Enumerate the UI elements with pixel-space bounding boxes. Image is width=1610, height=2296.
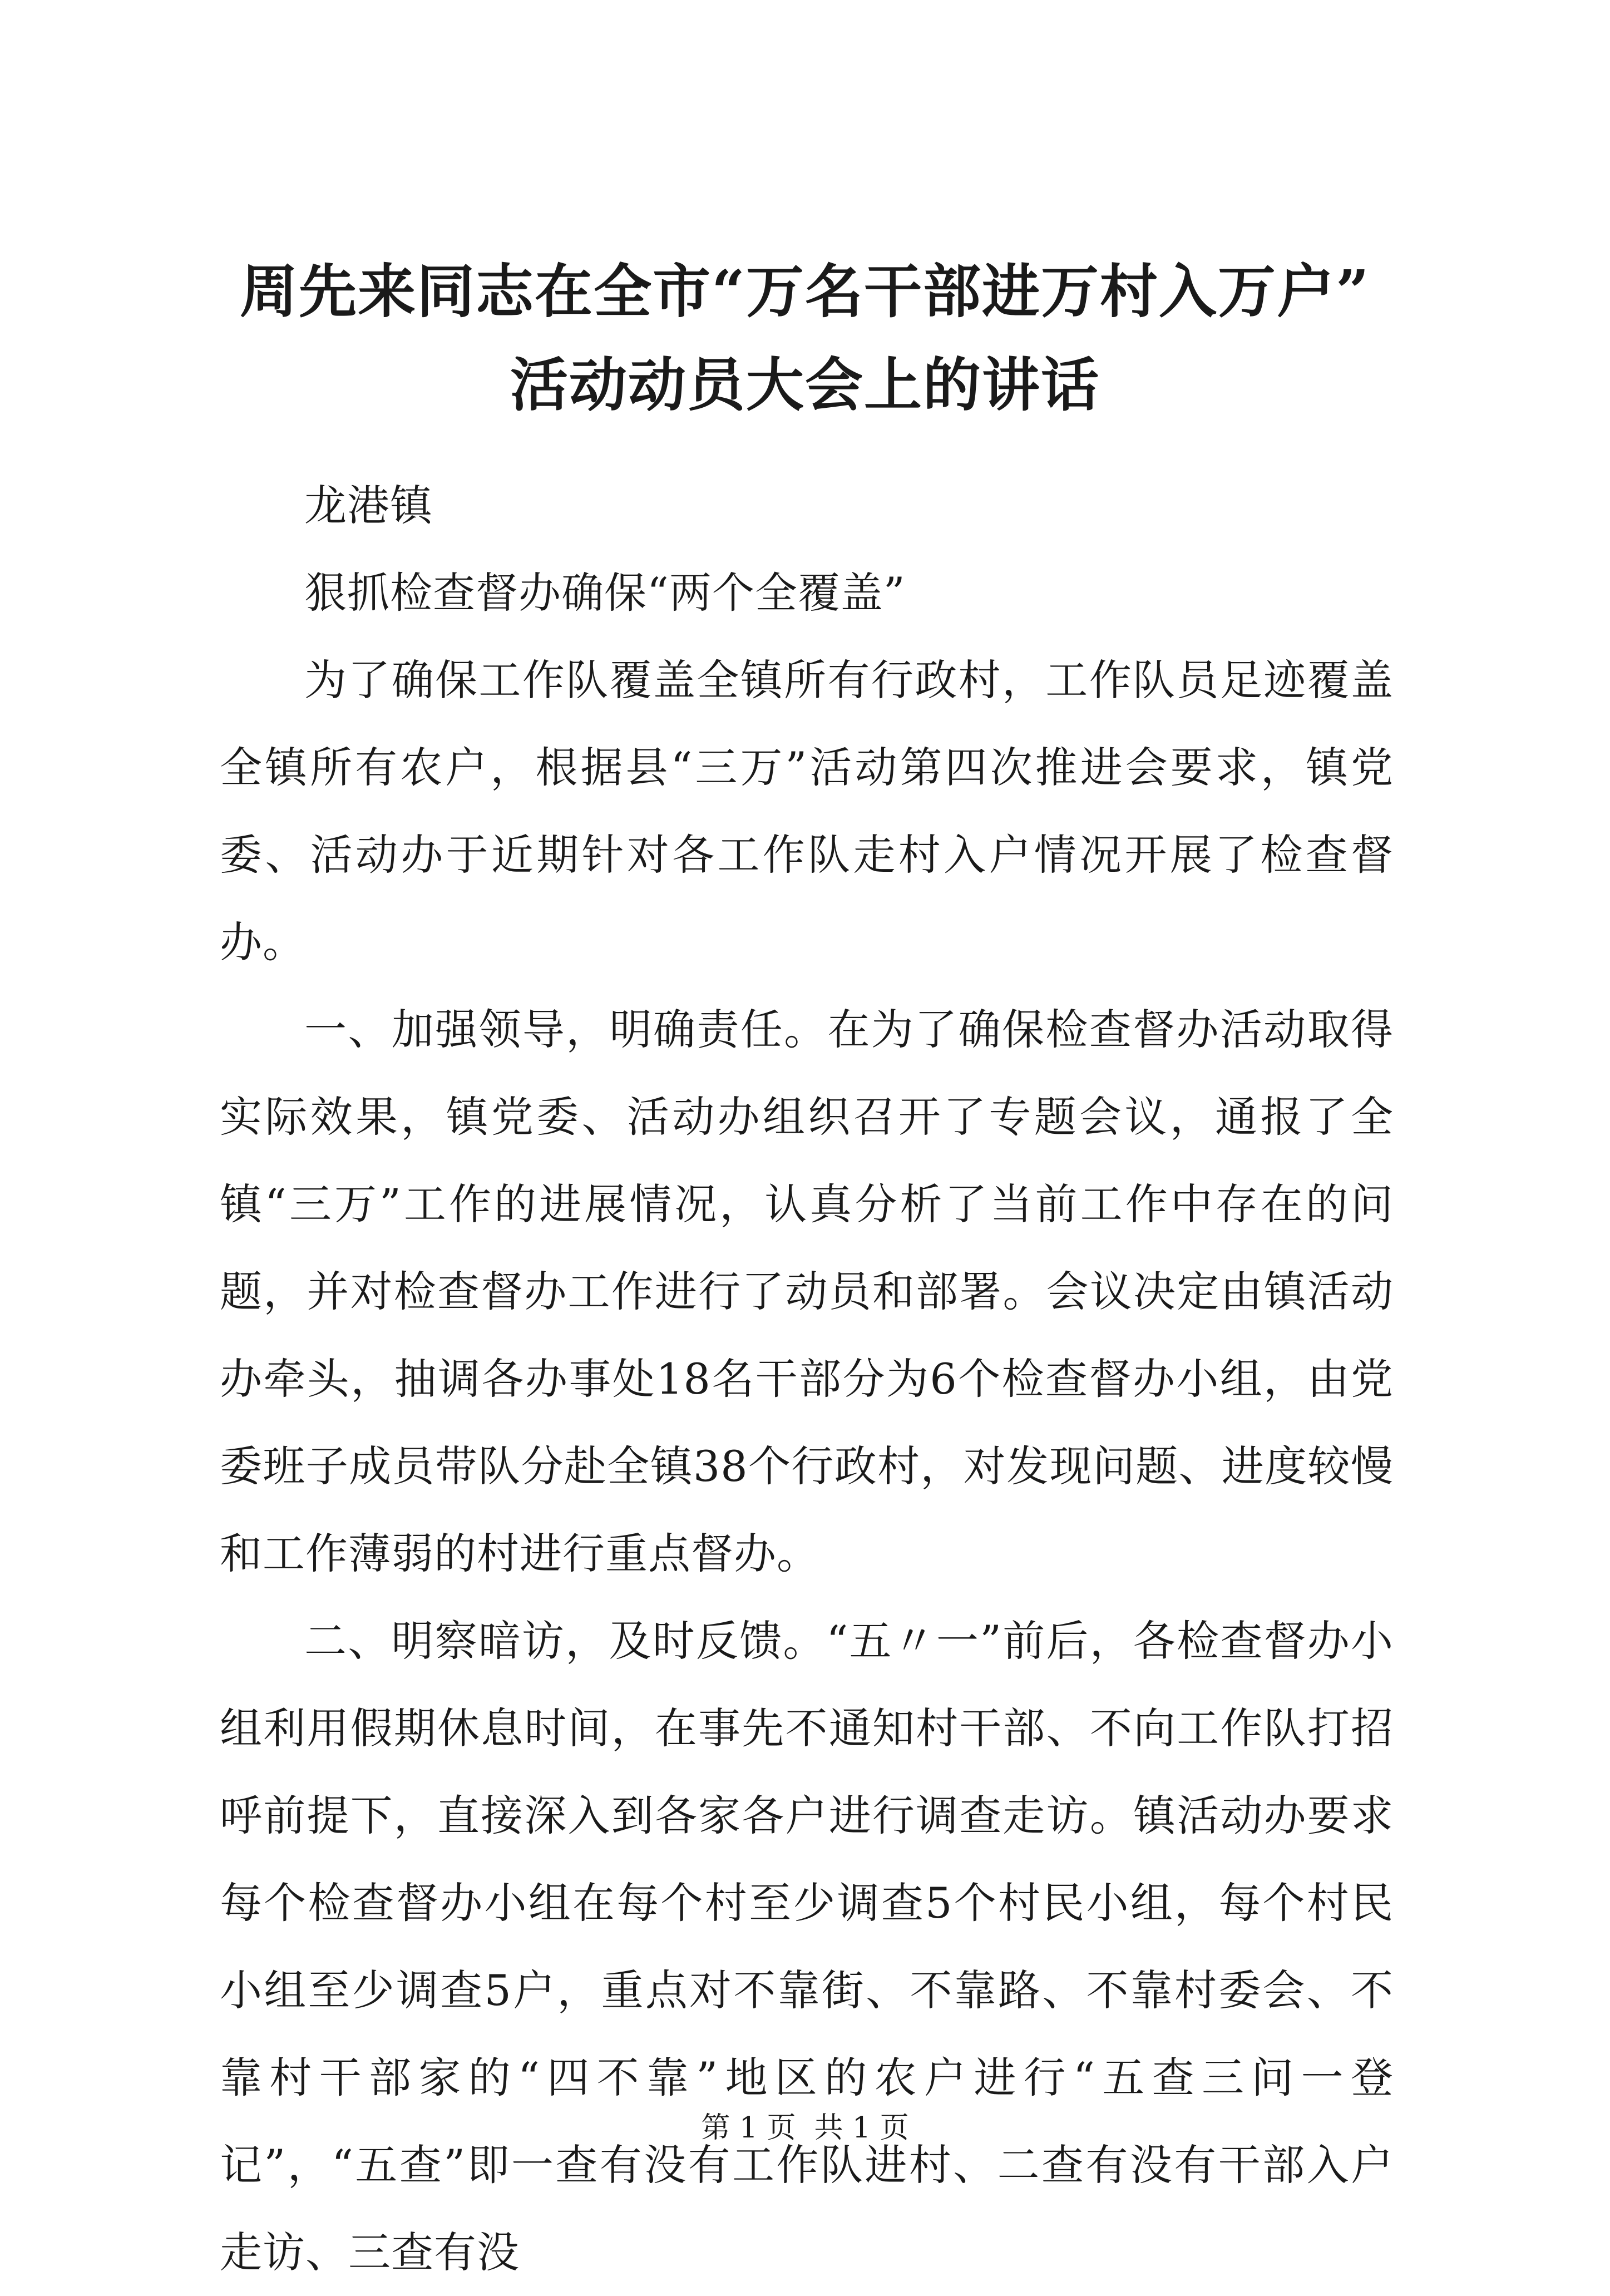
page-number: 第 1 页 共 1 页: [701, 2111, 909, 2145]
section-heading: 狠抓检查督办确保“两个全覆盖”: [304, 568, 906, 618]
page-footer: [0, 2109, 1610, 2147]
title-line-1: 周先来同志在全市“万名干部进万村入万户”: [240, 257, 1370, 325]
body-paragraph: 二、明察暗访，及时反馈。“五〃一”前后，各检查督办小组利用假期休息时间，在事先不通知村干部、不向工作队打招呼前提下，直接深入到各家各户进行调查走访。镇活动办要求每个检查督办小组在每个村至少调查5个村民小组，每个村民小组至少调查5户，重点对不靠街、不靠路、不靠村委会、不靠村干部家的“四不靠”地区的农户进行“五查三问一登记”，“五查”即一查有没有工作队进村、二查有没有干部入户走访、三查有没: [220, 1616, 1394, 2277]
body-paragraph: 为了确保工作队覆盖全镇所有行政村，工作队员足迹覆盖全镇所有农户，根据县“三万”活动第四次推进会要求，镇党委、活动办于近期针对各工作队走村入户情况开展了检查督办。: [220, 655, 1394, 967]
author-line: 龙港镇: [304, 481, 433, 530]
title-line-2: 活动动员大会上的讲话: [510, 350, 1100, 419]
document-body: [220, 462, 1394, 2296]
document-title: [167, 245, 1443, 432]
body-paragraph: 一、加强领导，明确责任。在为了确保检查督办活动取得实际效果，镇党委、活动办组织召开了专题会议，通报了全镇“三万”工作的进展情况，认真分析了当前工作中存在的问题，并对检查督办工作进行了动员和部署。会议决定由镇活动办牵头，抽调各办事处18名干部分为6个检查督办小组，由党委班子成员带队分赴全镇38个行政村，对发现问题、进度较慢和工作薄弱的村进行重点督办。: [220, 1005, 1394, 1578]
